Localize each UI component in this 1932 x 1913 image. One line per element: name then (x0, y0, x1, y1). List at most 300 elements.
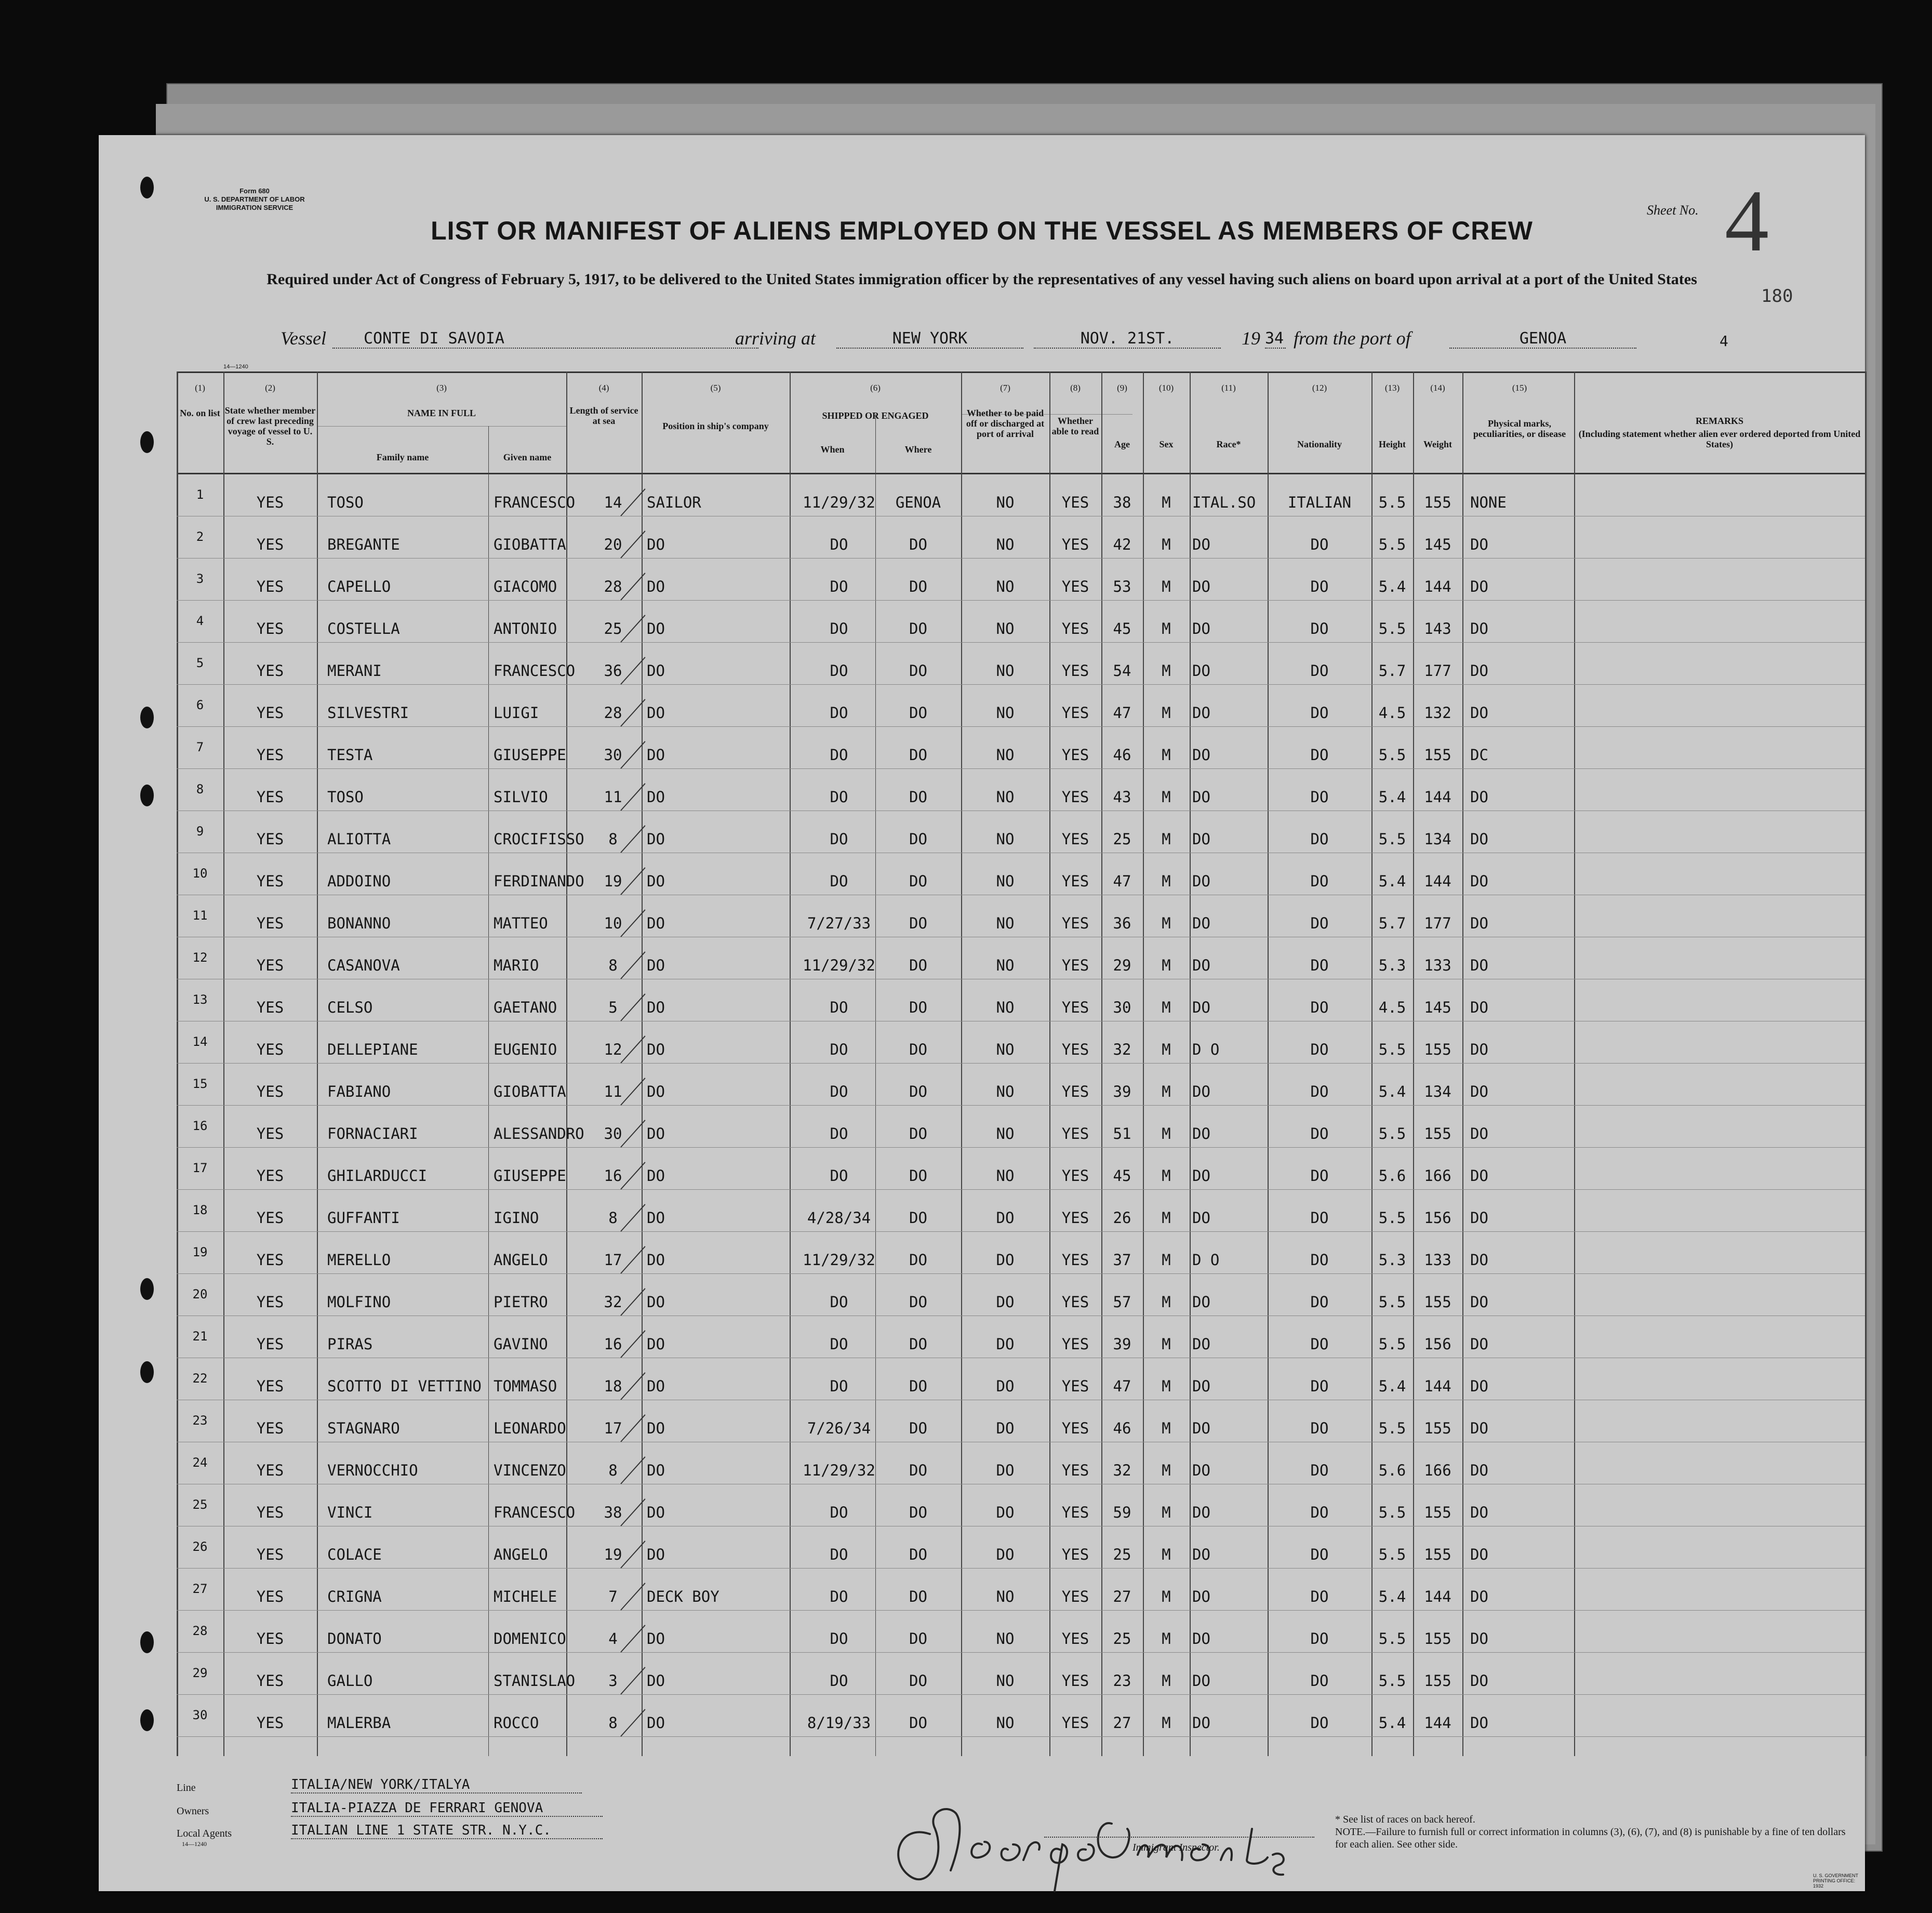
cell-prev: YES (256, 578, 284, 595)
cell-no: 8 (196, 782, 204, 796)
cell-race: DO (1192, 578, 1210, 595)
table-row (177, 1662, 1865, 1704)
cell-family: BREGANTE (327, 536, 400, 553)
cell-weight: 156 (1424, 1209, 1451, 1227)
cell-height: 5.4 (1378, 578, 1406, 595)
cell-where: DO (909, 1462, 927, 1479)
cell-height: 5.3 (1378, 957, 1406, 974)
cell-nat: DO (1310, 1377, 1329, 1395)
cell-service: 5 (608, 999, 618, 1016)
cell-marks: DO (1470, 1714, 1488, 1732)
cell-age: 27 (1113, 1588, 1131, 1605)
cell-paid: DO (996, 1377, 1015, 1395)
cell-where: DO (909, 1209, 927, 1227)
form-number: Form 680 (239, 187, 270, 195)
cell-given: GIOBATTA (494, 536, 566, 553)
name-subheader-rule (317, 426, 566, 427)
cell-no: 18 (192, 1203, 208, 1217)
table-row (177, 525, 1865, 567)
cell-sex: M (1162, 1167, 1171, 1185)
cell-position: DO (647, 914, 665, 932)
cell-prev: YES (256, 1041, 284, 1058)
cell-paid: NO (996, 872, 1015, 890)
page-number: 4 (1720, 333, 1728, 350)
cell-height: 4.5 (1378, 999, 1406, 1016)
header-previous-voyage: State whether member of crew last preceding voyage of vessel to U. S. (224, 405, 316, 447)
cell-no: 17 (192, 1161, 208, 1175)
cell-marks: DO (1470, 1041, 1488, 1058)
header-nationality: Nationality (1297, 439, 1342, 449)
cell-height: 5.5 (1378, 1335, 1406, 1353)
cell-family: ADDOINO (327, 872, 391, 890)
cell-race: ITAL.SO (1192, 494, 1256, 511)
cell-prev: YES (256, 1251, 284, 1269)
cell-sex: M (1162, 704, 1171, 722)
cell-sex: M (1162, 1630, 1171, 1648)
cell-marks: DO (1470, 1672, 1488, 1690)
cell-read: YES (1061, 1209, 1089, 1227)
cell-height: 5.6 (1378, 1167, 1406, 1185)
cell-read: YES (1061, 1125, 1089, 1143)
cell-race: DO (1192, 1630, 1210, 1648)
cell-position: DO (647, 704, 665, 722)
cell-age: 42 (1113, 536, 1131, 553)
cell-service: 38 (604, 1504, 622, 1521)
cell-age: 25 (1113, 1630, 1131, 1648)
cell-weight: 155 (1424, 1041, 1451, 1058)
table-row (177, 609, 1865, 652)
cell-when: DO (830, 1167, 848, 1185)
cell-sex: M (1162, 830, 1171, 848)
c10-number: (10) (1158, 383, 1174, 393)
vessel-label: Vessel (281, 328, 326, 349)
cell-paid: NO (996, 999, 1015, 1016)
cell-no: 30 (192, 1708, 208, 1722)
cell-weight: 155 (1424, 494, 1451, 511)
cell-weight: 144 (1424, 578, 1451, 595)
cell-paid: DO (996, 1209, 1015, 1227)
c6-number: (6) (870, 383, 881, 393)
cell-paid: NO (996, 957, 1015, 974)
cell-age: 37 (1113, 1251, 1131, 1269)
cell-nat: DO (1310, 1167, 1329, 1185)
cell-marks: NONE (1470, 494, 1507, 511)
cell-race: DO (1192, 1377, 1210, 1395)
cell-position: DO (647, 788, 665, 806)
cell-read: YES (1061, 536, 1089, 553)
cell-where: DO (909, 620, 927, 637)
cell-position: DO (647, 1167, 665, 1185)
cell-where: DO (909, 1630, 927, 1648)
cell-weight: 166 (1424, 1167, 1451, 1185)
cell-weight: 155 (1424, 1293, 1451, 1311)
cell-where: DO (909, 1251, 927, 1269)
cell-prev: YES (256, 1209, 284, 1227)
cell-given: MARIO (494, 957, 539, 974)
cell-prev: YES (256, 872, 284, 890)
punch-hole (140, 1361, 154, 1383)
vessel-name: CONTE DI SAVOIA (332, 329, 758, 349)
cell-where: DO (909, 1504, 927, 1521)
cell-family: DELLEPIANE (327, 1041, 418, 1058)
cell-position: DO (647, 578, 665, 595)
cell-paid: DO (996, 1419, 1015, 1437)
cell-paid: NO (996, 536, 1015, 553)
cell-race: DO (1192, 1419, 1210, 1437)
cell-given: MATTEO (494, 914, 548, 932)
cell-age: 47 (1113, 1377, 1131, 1395)
cell-marks: DO (1470, 578, 1488, 595)
cell-family: GHILARDUCCI (327, 1167, 428, 1185)
cell-service: 14 (604, 494, 622, 511)
cell-weight: 155 (1424, 1630, 1451, 1648)
cell-given: ROCCO (494, 1714, 539, 1732)
cell-read: YES (1061, 1041, 1089, 1058)
cell-race: DO (1192, 1293, 1210, 1311)
cell-no: 16 (192, 1119, 208, 1133)
cell-prev: YES (256, 704, 284, 722)
c1-number: (1) (195, 383, 205, 393)
cell-weight: 156 (1424, 1335, 1451, 1353)
cell-when: DO (830, 1083, 848, 1100)
cell-position: DO (647, 1462, 665, 1479)
cell-weight: 133 (1424, 957, 1451, 974)
cell-service: 32 (604, 1293, 622, 1311)
cell-read: YES (1061, 1588, 1089, 1605)
cell-given: DOMENICO (494, 1630, 566, 1648)
cell-service: 8 (608, 830, 618, 848)
cell-prev: YES (256, 957, 284, 974)
cell-read: YES (1061, 494, 1089, 511)
cell-prev: YES (256, 1714, 284, 1732)
cell-service: 8 (608, 1714, 618, 1732)
cell-when: DO (830, 1588, 848, 1605)
cell-prev: YES (256, 620, 284, 637)
cell-race: DO (1192, 704, 1210, 722)
cell-weight: 155 (1424, 1672, 1451, 1690)
cell-sex: M (1162, 746, 1171, 764)
cell-when: DO (830, 578, 848, 595)
cell-position: DO (647, 1335, 665, 1353)
cell-prev: YES (256, 1630, 284, 1648)
cell-race: DO (1192, 1672, 1210, 1690)
cell-when: DO (830, 746, 848, 764)
cell-paid: NO (996, 662, 1015, 680)
cell-no: 23 (192, 1413, 208, 1428)
cell-read: YES (1061, 578, 1089, 595)
cell-marks: DO (1470, 1209, 1488, 1227)
cell-race: DO (1192, 536, 1210, 553)
cell-marks: DO (1470, 999, 1488, 1016)
cell-paid: NO (996, 788, 1015, 806)
table-row (177, 1535, 1865, 1577)
cell-read: YES (1061, 620, 1089, 637)
table-row (177, 1030, 1865, 1072)
cell-marks: DO (1470, 1588, 1488, 1605)
cell-age: 26 (1113, 1209, 1131, 1227)
cell-age: 36 (1113, 914, 1131, 932)
cell-marks: DO (1470, 914, 1488, 932)
table-row (177, 1704, 1865, 1746)
cell-age: 45 (1113, 1167, 1131, 1185)
footer-notes (1335, 1813, 1855, 1851)
cell-when: DO (830, 620, 848, 637)
cell-read: YES (1061, 830, 1089, 848)
cell-marks: DO (1470, 1167, 1488, 1185)
table-row (177, 946, 1865, 988)
cell-no: 12 (192, 950, 208, 965)
cell-given: STANISLAO (494, 1672, 576, 1690)
table-row (177, 1241, 1865, 1283)
cell-given: ANGELO (494, 1546, 548, 1563)
cell-race: DO (1192, 1504, 1210, 1521)
table-row (177, 1493, 1865, 1535)
cell-given: GIOBATTA (494, 1083, 566, 1100)
cell-weight: 132 (1424, 704, 1451, 722)
cell-sex: M (1162, 1714, 1171, 1732)
cell-where: DO (909, 872, 927, 890)
cell-height: 5.5 (1378, 1125, 1406, 1143)
table-row (177, 988, 1865, 1030)
cell-when: 11/29/32 (803, 1462, 875, 1479)
c7-number: (7) (1000, 383, 1010, 393)
cell-family: GALLO (327, 1672, 373, 1690)
year-prefix: 19 (1242, 328, 1260, 349)
cell-marks: DO (1470, 1630, 1488, 1648)
cell-service: 11 (604, 788, 622, 806)
c2-number: (2) (265, 383, 275, 393)
header-length-service: Length of service at sea (569, 405, 638, 426)
cell-when: DO (830, 1293, 848, 1311)
cell-nat: DO (1310, 704, 1329, 722)
cell-no: 7 (196, 740, 204, 754)
cell-where: GENOA (895, 494, 941, 511)
cell-where: DO (909, 957, 927, 974)
table-row (177, 862, 1865, 904)
cell-age: 38 (1113, 494, 1131, 511)
cell-age: 29 (1113, 957, 1131, 974)
cell-race: DO (1192, 1167, 1210, 1185)
cell-service: 12 (604, 1041, 622, 1058)
agents-reference: 14—1240 (182, 1840, 207, 1848)
c8-number: (8) (1070, 383, 1081, 393)
cell-service: 8 (608, 957, 618, 974)
cell-prev: YES (256, 494, 284, 511)
owners-label: Owners (177, 1805, 209, 1817)
cell-paid: NO (996, 1125, 1015, 1143)
cell-height: 5.4 (1378, 1588, 1406, 1605)
c4-number: (4) (598, 383, 609, 393)
cell-marks: DO (1470, 1251, 1488, 1269)
cell-race: DO (1192, 620, 1210, 637)
cell-family: MOLFINO (327, 1293, 391, 1311)
cell-given: ANTONIO (494, 620, 557, 637)
table-top-rule (177, 371, 1865, 373)
cell-height: 5.4 (1378, 872, 1406, 890)
table-row (177, 1072, 1865, 1114)
cell-family: STAGNARO (327, 1419, 400, 1437)
cell-paid: DO (996, 1251, 1015, 1269)
cell-when: DO (830, 1377, 848, 1395)
cell-read: YES (1061, 1462, 1089, 1479)
cell-weight: 155 (1424, 1546, 1451, 1563)
cell-read: YES (1061, 1293, 1089, 1311)
cell-marks: DO (1470, 1377, 1488, 1395)
cell-family: CRIGNA (327, 1588, 382, 1605)
cell-paid: DO (996, 1504, 1015, 1521)
cell-service: 18 (604, 1377, 622, 1395)
cell-read: YES (1061, 1167, 1089, 1185)
cell-read: YES (1061, 914, 1089, 932)
cell-prev: YES (256, 1588, 284, 1605)
cell-prev: YES (256, 1546, 284, 1563)
cell-family: COSTELLA (327, 620, 400, 637)
cell-no: 27 (192, 1582, 208, 1596)
printer-imprint: U. S. GOVERNMENT PRINTING OFFICE: 1932 (1813, 1873, 1858, 1889)
cell-nat: DO (1310, 1293, 1329, 1311)
cell-race: DO (1192, 1546, 1210, 1563)
cell-given: FRANCESCO (494, 494, 576, 511)
cell-prev: YES (256, 1335, 284, 1353)
table-row (177, 483, 1865, 525)
cell-prev: YES (256, 1377, 284, 1395)
arriving-label: arriving at (735, 328, 816, 349)
cell-weight: 133 (1424, 1251, 1451, 1269)
cell-given: GAETANO (494, 999, 557, 1016)
cell-race: DO (1192, 914, 1210, 932)
cell-read: YES (1061, 1504, 1089, 1521)
cell-where: DO (909, 746, 927, 764)
table-row (177, 1199, 1865, 1241)
cell-age: 54 (1113, 662, 1131, 680)
cell-no: 1 (196, 487, 204, 502)
cell-read: YES (1061, 1419, 1089, 1437)
cell-given: SILVIO (494, 788, 548, 806)
cell-height: 5.4 (1378, 1377, 1406, 1395)
cell-paid: NO (996, 704, 1015, 722)
punch-hole (140, 1278, 154, 1300)
cell-service: 28 (604, 578, 622, 595)
cell-height: 5.5 (1378, 746, 1406, 764)
cell-read: YES (1061, 746, 1089, 764)
cell-paid: NO (996, 494, 1015, 511)
cell-paid: NO (996, 578, 1015, 595)
cell-service: 30 (604, 1125, 622, 1143)
cell-race: DO (1192, 957, 1210, 974)
cell-no: 3 (196, 572, 204, 586)
table-row (177, 820, 1865, 862)
cell-where: DO (909, 1714, 927, 1732)
table-row (177, 1409, 1865, 1451)
cell-position: DO (647, 1041, 665, 1058)
cell-race: DO (1192, 1125, 1210, 1143)
cell-height: 5.5 (1378, 1504, 1406, 1521)
cell-given: GIUSEPPE (494, 1167, 566, 1185)
cell-sex: M (1162, 1125, 1171, 1143)
table-row (177, 778, 1865, 820)
cell-where: DO (909, 1335, 927, 1353)
cell-nat: DO (1310, 957, 1329, 974)
cell-marks: DO (1470, 830, 1488, 848)
cell-when: 11/29/32 (803, 957, 875, 974)
document-title: LIST OR MANIFEST OF ALIENS EMPLOYED ON THE VESSEL AS MEMBERS OF CREW (431, 216, 1533, 245)
inspector-signature (868, 1772, 1335, 1907)
cell-marks: DO (1470, 1083, 1488, 1100)
cell-read: YES (1061, 662, 1089, 680)
cell-nat: DO (1310, 662, 1329, 680)
cell-no: 29 (192, 1666, 208, 1680)
cell-height: 5.5 (1378, 620, 1406, 637)
cell-height: 5.7 (1378, 914, 1406, 932)
cell-race: DO (1192, 1335, 1210, 1353)
cell-position: DO (647, 620, 665, 637)
cell-position: DO (647, 746, 665, 764)
header-weight: Weight (1423, 439, 1452, 449)
cell-nat: DO (1310, 999, 1329, 1016)
cell-nat: DO (1310, 1588, 1329, 1605)
cell-when: 7/27/33 (807, 914, 871, 932)
cell-height: 5.4 (1378, 788, 1406, 806)
cell-family: CAPELLO (327, 578, 391, 595)
cell-sex: M (1162, 1377, 1171, 1395)
cell-height: 5.7 (1378, 662, 1406, 680)
cell-where: DO (909, 788, 927, 806)
cell-prev: YES (256, 1462, 284, 1479)
cell-age: 30 (1113, 999, 1131, 1016)
cell-where: DO (909, 914, 927, 932)
cell-no: 20 (192, 1287, 208, 1301)
cell-height: 5.5 (1378, 1630, 1406, 1648)
cell-weight: 177 (1424, 662, 1451, 680)
cell-family: BONANNO (327, 914, 391, 932)
cell-given: PIETRO (494, 1293, 548, 1311)
cell-family: SCOTTO DI VETTINO (327, 1377, 482, 1395)
header-position: Position in ship's company (662, 421, 769, 431)
cell-height: 5.5 (1378, 1293, 1406, 1311)
cell-family: TOSO (327, 494, 364, 511)
cell-nat: ITALIAN (1287, 494, 1352, 511)
cell-service: 20 (604, 536, 622, 553)
c3-number: (3) (436, 383, 447, 393)
cell-when: DO (830, 788, 848, 806)
cell-read: YES (1061, 1251, 1089, 1269)
cell-given: ANGELO (494, 1251, 548, 1269)
cell-family: COLACE (327, 1546, 382, 1563)
cell-service: 28 (604, 704, 622, 722)
cell-sex: M (1162, 957, 1171, 974)
cell-race: DO (1192, 872, 1210, 890)
c5-number: (5) (710, 383, 721, 393)
cell-paid: NO (996, 1041, 1015, 1058)
cell-when: 11/29/32 (803, 494, 875, 511)
cell-prev: YES (256, 746, 284, 764)
cell-given: FRANCESCO (494, 1504, 576, 1521)
cell-when: DO (830, 830, 848, 848)
cell-age: 46 (1113, 746, 1131, 764)
c11-number: (11) (1221, 383, 1236, 393)
from-label: from the port of (1294, 328, 1411, 349)
header-remarks-sub: (Including statement whether alien ever ordered deported from United States) (1578, 429, 1861, 449)
cell-prev: YES (256, 914, 284, 932)
cell-nat: DO (1310, 1335, 1329, 1353)
cell-weight: 155 (1424, 1419, 1451, 1437)
cell-when: DO (830, 1125, 848, 1143)
cell-position: DO (647, 1209, 665, 1227)
cell-read: YES (1061, 1335, 1089, 1353)
cell-nat: DO (1310, 1714, 1329, 1732)
cell-weight: 155 (1424, 746, 1451, 764)
cell-marks: DO (1470, 1335, 1488, 1353)
